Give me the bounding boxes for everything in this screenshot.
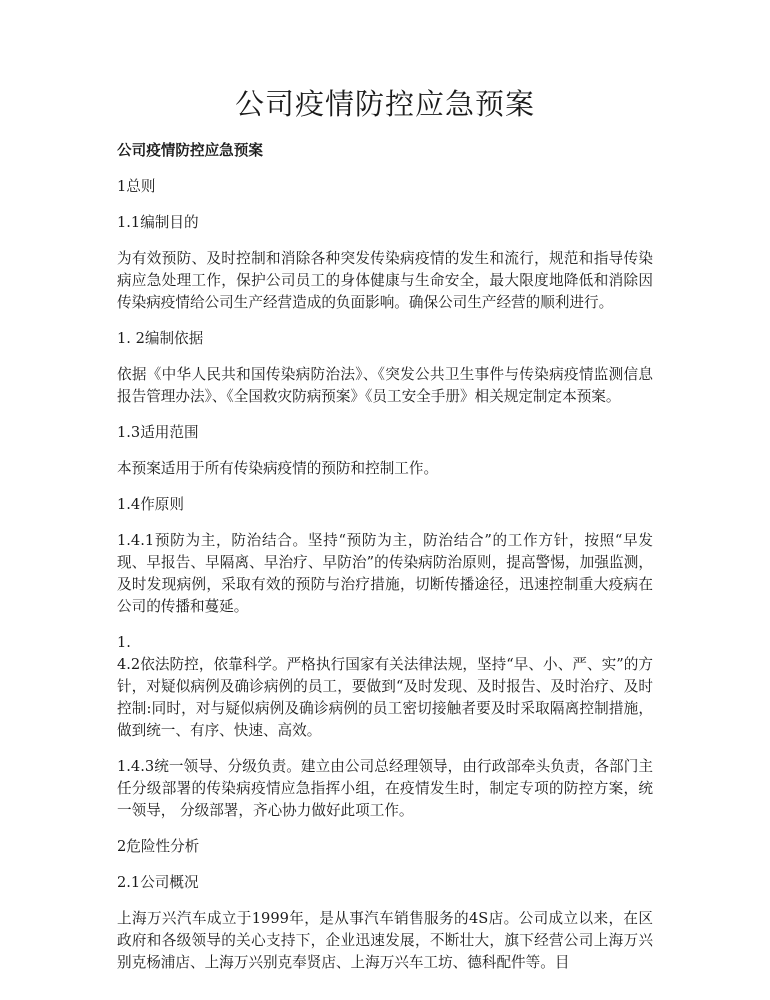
section-heading-general: 1总则 xyxy=(117,178,156,195)
section-heading-company-overview: 2.1公司概况 xyxy=(117,874,199,891)
paragraph-scope: 本预案适用于所有传染病疫情的预防和控制工作。 xyxy=(117,460,439,477)
paragraph-company-overview: 上海万兴汽车成立于1999年，是从事汽车销售服务的4S店。公司成立以来，在区政府和各级领导的关心支持下，企业迅速发展，不断壮大，旗下经营公司上海万兴别克杨浦店、上海万兴别克奉贤店、上海万兴车工坊、德科配件等。目 xyxy=(117,910,653,971)
section-heading-risk-analysis: 2危险性分析 xyxy=(117,838,200,855)
document-body xyxy=(117,140,653,988)
section-heading-scope: 1.3适用范围 xyxy=(117,424,199,441)
paragraph-principle-law xyxy=(117,632,653,742)
paragraph-purpose: 为有效预防、及时控制和消除各种突发传染病疫情的发生和流行，规范和指导传染病应急处理工作，保护公司员工的身体健康与生命安全，最大限度地降低和消除因传染病疫情给公司生产经营造成的负面影响。确保公司生产经营的顺利进行。 xyxy=(117,250,653,311)
paragraph-principle-law-number: 1. xyxy=(117,634,131,651)
paragraph-principle-law-text: 4.2依法防控，依靠科学。严格执行国家有关法律法规，坚持“早、小、严、实”的方针，对疑似病例及确诊病例的员工，要做到“及时发现、及时报告、及时治疗、及时控制:同时，对与疑似病例及确诊病例的员工密切接触者要及时采取隔离控制措施，做到统一、有序、快速、高效。 xyxy=(117,656,653,739)
paragraph-principle-leadership: 1.4.3统一领导、分级负责。建立由公司总经理领导，由行政部牵头负责，各部门主任分级部署的传染病疫情应急指挥小组，在疫情发生时，制定专项的防控方案，统一领导， 分级部署，齐心协力做好此项工作。 xyxy=(117,758,653,819)
paragraph-principle-prevention: 1.4.1预防为主，防治结合。坚持“预防为主，防治结合”的工作方针，按照“早发现、早报告、早隔离、早治疗、早防治”的传染病防治原则，提高警惕，加强监测，及时发现病例，采取有效的预防与治疗措施，切断传播途径，迅速控制重大疫病在公司的传播和蔓延。 xyxy=(117,532,653,615)
document-title: 公司疫情防控应急预案 xyxy=(234,87,535,121)
document-subtitle: 公司疫情防控应急预案 xyxy=(117,142,263,159)
section-heading-purpose: 1.1编制目的 xyxy=(117,214,199,231)
section-heading-basis: 1. 2编制依据 xyxy=(117,330,204,347)
paragraph-basis: 依据《中华人民共和国传染病防治法》、《突发公共卫生事件与传染病疫情监测信息报告管理办法》、《全国救灾防病预案》《员工安全手册》相关规定制定本预案。 xyxy=(117,366,653,405)
section-heading-principles: 1.4作原则 xyxy=(117,496,184,513)
